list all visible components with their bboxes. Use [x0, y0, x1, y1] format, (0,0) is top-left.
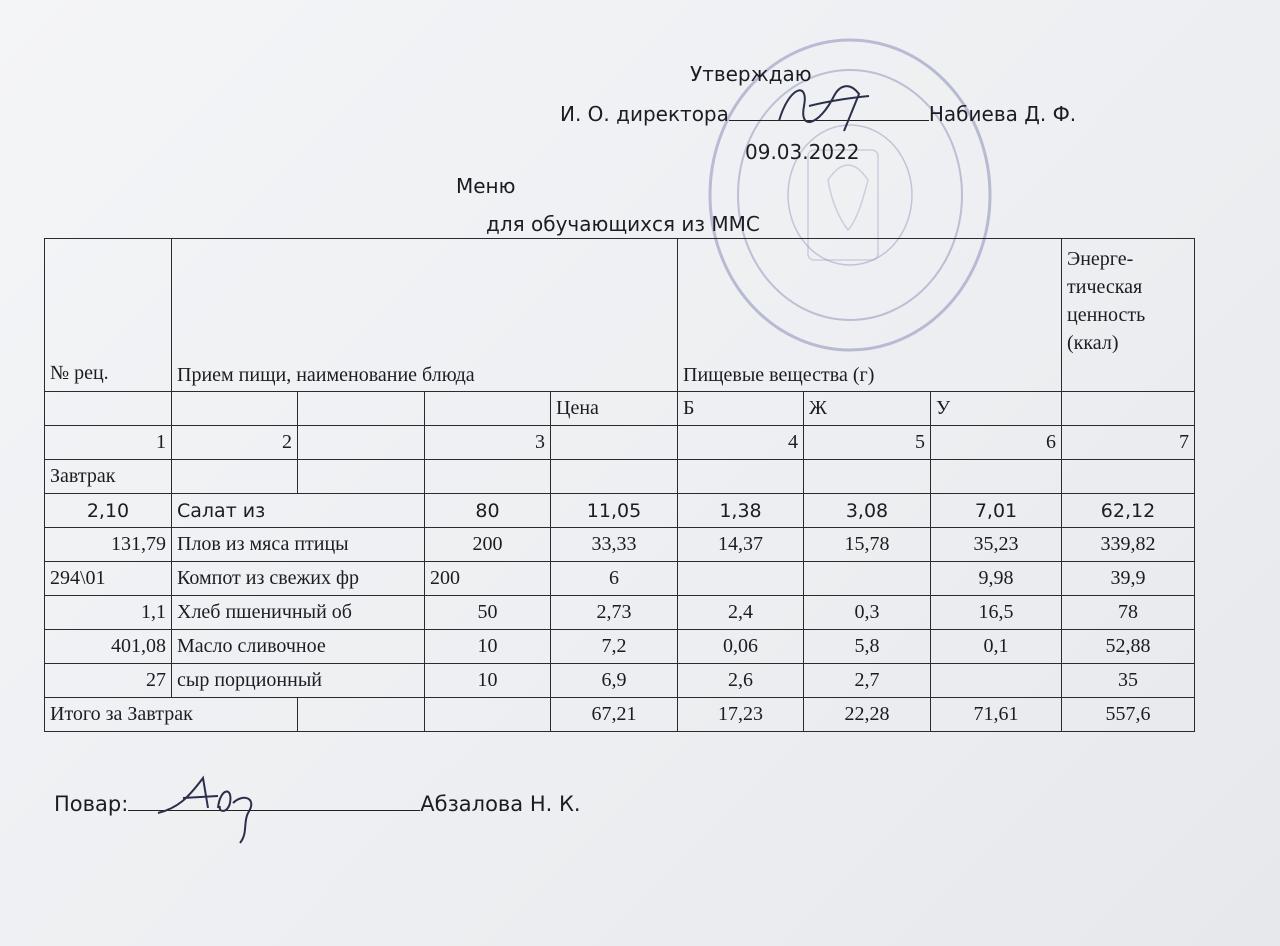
dish-amount: 80: [425, 494, 551, 528]
recipe-number: 1,1: [45, 596, 172, 630]
dish-amount: 200: [425, 562, 551, 596]
header-energy: Энерге-тическая ценность (ккал): [1062, 239, 1195, 392]
dish-protein: 0,06: [678, 630, 804, 664]
column-number: 3: [425, 426, 551, 460]
dish-price: 7,2: [551, 630, 678, 664]
table-cell: [172, 460, 298, 494]
dish-carbs: 7,01: [931, 494, 1062, 528]
dish-name: сыр порционный: [172, 664, 425, 698]
dish-amount: 200: [425, 528, 551, 562]
dish-energy: 52,88: [1062, 630, 1195, 664]
menu-subtitle: для обучающихся из ММС: [486, 212, 760, 236]
total-label: Итого за Завтрак: [45, 698, 298, 732]
dish-amount: 10: [425, 630, 551, 664]
subheader-carbs: У: [931, 392, 1062, 426]
dish-price: 6: [551, 562, 678, 596]
dish-carbs: [931, 664, 1062, 698]
dish-name: Масло сливочное: [172, 630, 425, 664]
cook-signature-line: [54, 790, 581, 816]
recipe-number: 401,08: [45, 630, 172, 664]
table-cell: [425, 698, 551, 732]
approval-name: Набиева Д. Ф.: [928, 102, 1077, 126]
section-row: [45, 460, 1195, 494]
dish-name: Салат из: [172, 494, 425, 528]
approval-title: Утверждаю: [690, 62, 812, 86]
total-fat: 22,28: [804, 698, 931, 732]
table-cell: [172, 392, 298, 426]
total-row: [45, 698, 1195, 732]
dish-energy: 35: [1062, 664, 1195, 698]
dish-energy: 78: [1062, 596, 1195, 630]
table-cell: [298, 460, 425, 494]
total-energy: 557,6: [1062, 698, 1195, 732]
total-price: 67,21: [551, 698, 678, 732]
dish-name: Компот из свежих фр: [172, 562, 425, 596]
dish-price: 6,9: [551, 664, 678, 698]
table-cell: [298, 392, 425, 426]
dish-energy: 39,9: [1062, 562, 1195, 596]
table-row: [45, 528, 1195, 562]
subheader-fat: Ж: [804, 392, 931, 426]
dish-protein: 2,4: [678, 596, 804, 630]
dish-name: Хлеб пшеничный об: [172, 596, 425, 630]
table-header-row: [45, 239, 1195, 392]
menu-table: [44, 238, 1195, 732]
dish-protein: 14,37: [678, 528, 804, 562]
total-protein: 17,23: [678, 698, 804, 732]
column-number: 1: [45, 426, 172, 460]
dish-fat: 3,08: [804, 494, 931, 528]
dish-protein: 2,6: [678, 664, 804, 698]
approval-line: [560, 100, 1076, 126]
dish-amount: 10: [425, 664, 551, 698]
table-cell: [425, 392, 551, 426]
cook-name: Абзалова Н. К.: [420, 792, 581, 816]
table-cell: [45, 392, 172, 426]
header-nutrients: Пищевые вещества (г): [678, 239, 1062, 392]
table-cell: [804, 460, 931, 494]
dish-price: 2,73: [551, 596, 678, 630]
dish-energy: 62,12: [1062, 494, 1195, 528]
table-column-numbers-row: [45, 426, 1195, 460]
cook-signature-blank: [128, 790, 420, 811]
column-number: 4: [678, 426, 804, 460]
dish-fat: 15,78: [804, 528, 931, 562]
recipe-number: 294\01: [45, 562, 172, 596]
dish-amount: 50: [425, 596, 551, 630]
recipe-number: 131,79: [45, 528, 172, 562]
table-cell: [1062, 392, 1195, 426]
dish-carbs: 16,5: [931, 596, 1062, 630]
header-recipe-number: № рец.: [45, 239, 172, 392]
table-cell: [1062, 460, 1195, 494]
dish-price: 33,33: [551, 528, 678, 562]
column-number: 7: [1062, 426, 1195, 460]
table-row: [45, 494, 1195, 528]
dish-fat: [804, 562, 931, 596]
table-cell: [931, 460, 1062, 494]
column-number: 5: [804, 426, 931, 460]
column-number: 6: [931, 426, 1062, 460]
dish-price: 11,05: [551, 494, 678, 528]
table-cell: [678, 460, 804, 494]
subheader-price: Цена: [551, 392, 678, 426]
table-cell: [298, 426, 425, 460]
recipe-number: 27: [45, 664, 172, 698]
dish-carbs: 35,23: [931, 528, 1062, 562]
cook-signature: [148, 768, 288, 848]
table-row: [45, 562, 1195, 596]
dish-fat: 0,3: [804, 596, 931, 630]
subheader-protein: Б: [678, 392, 804, 426]
dish-fat: 5,8: [804, 630, 931, 664]
dish-energy: 339,82: [1062, 528, 1195, 562]
table-row: [45, 664, 1195, 698]
approval-position: И. О. директора: [560, 102, 729, 126]
section-label: Завтрак: [45, 460, 172, 494]
table-row: [45, 596, 1195, 630]
dish-protein: [678, 562, 804, 596]
table-row: [45, 630, 1195, 664]
approval-date: 09.03.2022: [745, 140, 860, 164]
director-signature-line: [729, 100, 929, 121]
menu-title: Меню: [456, 174, 516, 198]
dish-name: Плов из мяса птицы: [172, 528, 425, 562]
table-subheader-row: [45, 392, 1195, 426]
cook-label: Повар:: [54, 792, 129, 816]
column-number: 2: [172, 426, 298, 460]
dish-carbs: 9,98: [931, 562, 1062, 596]
total-carbs: 71,61: [931, 698, 1062, 732]
header-meal-name: Прием пищи, наименование блюда: [172, 239, 678, 392]
dish-carbs: 0,1: [931, 630, 1062, 664]
dish-protein: 1,38: [678, 494, 804, 528]
table-cell: [551, 426, 678, 460]
table-cell: [425, 460, 551, 494]
dish-fat: 2,7: [804, 664, 931, 698]
table-cell: [298, 698, 425, 732]
table-cell: [551, 460, 678, 494]
recipe-number: 2,10: [45, 494, 172, 528]
